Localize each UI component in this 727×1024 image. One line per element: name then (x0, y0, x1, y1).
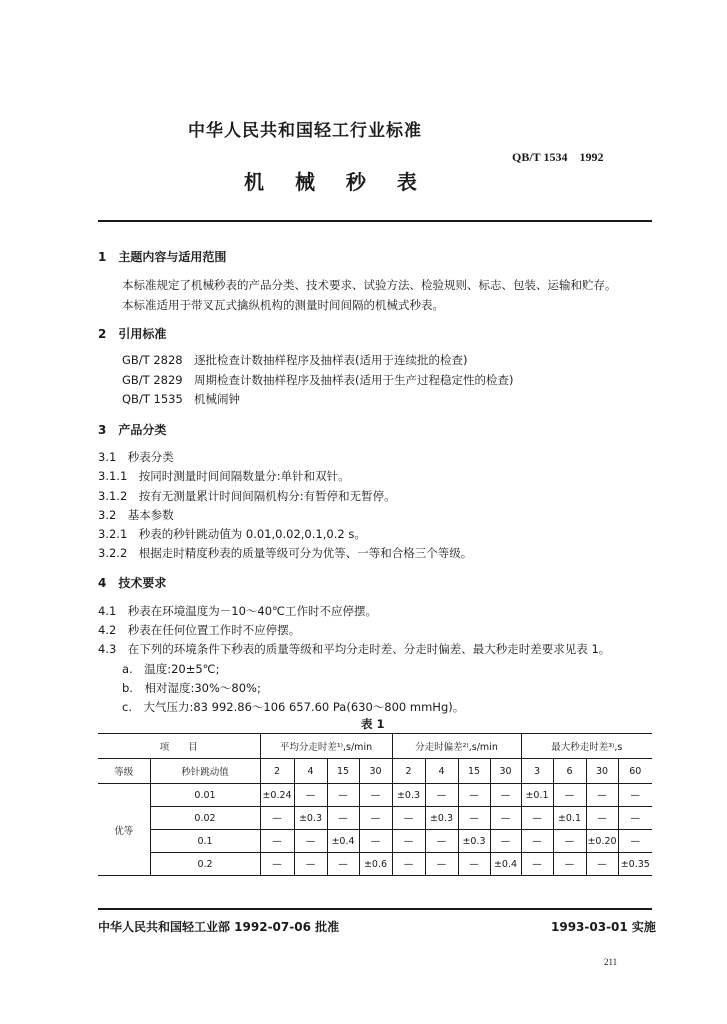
clause-3-2: 3.2 基本参数 (98, 508, 174, 522)
page-number: 211 (604, 957, 618, 967)
table-cell: ±0.24 (260, 784, 294, 807)
col-header: 30 (586, 759, 618, 784)
col-header: 4 (425, 759, 458, 784)
table-cell: — (327, 853, 359, 876)
col-header: 4 (294, 759, 327, 784)
table-cell: — (327, 807, 359, 830)
table-cell: — (294, 784, 327, 807)
effective-date: 1993-03-01 实施 (551, 920, 656, 934)
table-cell: — (458, 784, 490, 807)
clause-4-3: 4.3 在下列的环境条件下秒表的质量等级和平均分走时差、分走时偏差、最大秒走时差要求见表 1。 (98, 642, 611, 656)
table-cell: — (425, 784, 458, 807)
clause-3-1-2: 3.1.2 按有无测量累计时间间隔机构分:有暂停和无暂停。 (98, 489, 396, 503)
table-cell: — (327, 784, 359, 807)
table-cell: — (586, 807, 618, 830)
table-subheader-row (98, 759, 652, 784)
table-cell: ±0.1 (521, 784, 553, 807)
jump-cell: 0.1 (150, 830, 260, 853)
header-dev: 分走时偏差²⁾,s/min (392, 734, 521, 759)
table-cell: ±0.1 (553, 807, 586, 830)
table-row (98, 830, 652, 853)
table-cell: — (521, 807, 553, 830)
table-cell: — (294, 830, 327, 853)
ref-code: QB/T 1535 (122, 392, 183, 406)
ref-item (122, 391, 240, 407)
header-avg: 平均分走时差¹⁾,s/min (260, 734, 392, 759)
table-cell: — (260, 830, 294, 853)
standard-org-title: 中华人民共和国轻工行业标准 (188, 121, 422, 141)
condition-c: c. 大气压力:83 992.86～106 657.60 Pa(630～800 mmHg)。 (122, 700, 465, 714)
ref-code: GB/T 2828 (122, 353, 183, 367)
header-max: 最大秒走时差³⁾,s (521, 734, 652, 759)
table-cell: ±0.3 (392, 784, 425, 807)
table-cell: — (294, 853, 327, 876)
approval-line: 中华人民共和国轻工业部 1992-07-06 批准 (98, 920, 340, 934)
section-4-heading: 4 技术要求 (98, 576, 167, 590)
clause-4-1: 4.1 秒表在环境温度为－10～40℃工作时不应停摆。 (98, 604, 377, 618)
table-cell: ±0.35 (618, 853, 652, 876)
col-header: 60 (618, 759, 652, 784)
ref-text: 逐批检查计数抽样程序及抽样表(适用于连续批的检查) (194, 353, 468, 367)
ref-text: 机械闹钟 (194, 392, 240, 406)
jump-cell: 0.2 (150, 853, 260, 876)
ref-code: GB/T 2829 (122, 373, 183, 387)
grade-cell: 优等 (98, 784, 150, 876)
table-row (98, 807, 652, 830)
col-header: 30 (359, 759, 392, 784)
table-caption: 表 1 (361, 717, 385, 731)
clause-4-2: 4.2 秒表在任何位置工作时不应停摆。 (98, 623, 301, 637)
clause-3-2-2: 3.2.2 根据走时精度秒表的质量等级可分为优等、一等和合格三个等级。 (98, 546, 473, 560)
col-header: 2 (392, 759, 425, 784)
standard-code: QB/T 1534 1992 (512, 150, 604, 164)
clause-3-1: 3.1 秒表分类 (98, 450, 174, 464)
table-cell: — (425, 830, 458, 853)
ref-item (122, 372, 513, 388)
header-item: 项 目 (98, 734, 260, 759)
table-cell: — (521, 830, 553, 853)
section-1-para-2: 本标准适用于带叉瓦式擒纵机构的测量时间间隔的机械式秒表。 (122, 298, 444, 312)
table-cell: — (618, 784, 652, 807)
table-cell: — (618, 830, 652, 853)
col-header: 30 (490, 759, 521, 784)
table-cell: ±0.4 (327, 830, 359, 853)
table-cell: ±0.3 (425, 807, 458, 830)
table-cell: — (586, 853, 618, 876)
table-row (98, 784, 652, 807)
section-1-heading: 1 主题内容与适用范围 (98, 250, 227, 264)
table-cell: — (521, 853, 553, 876)
table-cell: — (359, 807, 392, 830)
clause-3-2-1: 3.2.1 秒表的秒针跳动值为 0.01,0.02,0.1,0.2 s。 (98, 527, 366, 541)
footer-rule (98, 908, 652, 910)
table-cell: — (458, 853, 490, 876)
table-cell: ±0.4 (490, 853, 521, 876)
ref-text: 周期检查计数抽样程序及抽样表(适用于生产过程稳定性的检查) (194, 373, 514, 387)
document-title: 机 械 秒 表 (244, 170, 429, 194)
table-header-row (98, 734, 652, 759)
table-cell: — (586, 784, 618, 807)
condition-b: b. 相对湿度:30%～80%; (122, 681, 261, 695)
section-2-heading: 2 引用标准 (98, 327, 167, 341)
jump-cell: 0.01 (150, 784, 260, 807)
table-cell: — (425, 853, 458, 876)
table-row (98, 853, 652, 876)
col-header: 3 (521, 759, 553, 784)
section-1-para-1: 本标准规定了机械秒表的产品分类、技术要求、试验方法、检验规则、标志、包装、运输和贮存。 (122, 278, 617, 292)
table-cell: ±0.20 (586, 830, 618, 853)
jump-cell: 0.02 (150, 807, 260, 830)
table-cell: — (490, 807, 521, 830)
table-cell: — (359, 830, 392, 853)
table-cell: — (392, 853, 425, 876)
table-cell: — (260, 853, 294, 876)
table-cell: ±0.3 (458, 830, 490, 853)
table-cell: — (260, 807, 294, 830)
ref-item (122, 352, 467, 368)
header-rule (98, 220, 652, 222)
col-header: 15 (327, 759, 359, 784)
table-1 (98, 733, 652, 876)
table-cell: — (392, 807, 425, 830)
table-cell: — (458, 807, 490, 830)
table-cell: ±0.6 (359, 853, 392, 876)
condition-a: a. 温度:20±5℃; (122, 662, 220, 676)
table-cell: — (553, 853, 586, 876)
clause-3-1-1: 3.1.1 按同时测量时间间隔数量分:单针和双针。 (98, 469, 350, 483)
header-jump: 秒针跳动值 (150, 759, 260, 784)
table-cell: — (553, 784, 586, 807)
table-cell: ±0.3 (294, 807, 327, 830)
table-cell: — (490, 830, 521, 853)
table-cell: — (490, 784, 521, 807)
col-header: 2 (260, 759, 294, 784)
section-3-heading: 3 产品分类 (98, 423, 167, 437)
col-header: 6 (553, 759, 586, 784)
table-cell: — (359, 784, 392, 807)
table-cell: — (553, 830, 586, 853)
table-cell: — (618, 807, 652, 830)
col-header: 15 (458, 759, 490, 784)
header-grade: 等级 (98, 759, 150, 784)
table-cell: — (392, 830, 425, 853)
